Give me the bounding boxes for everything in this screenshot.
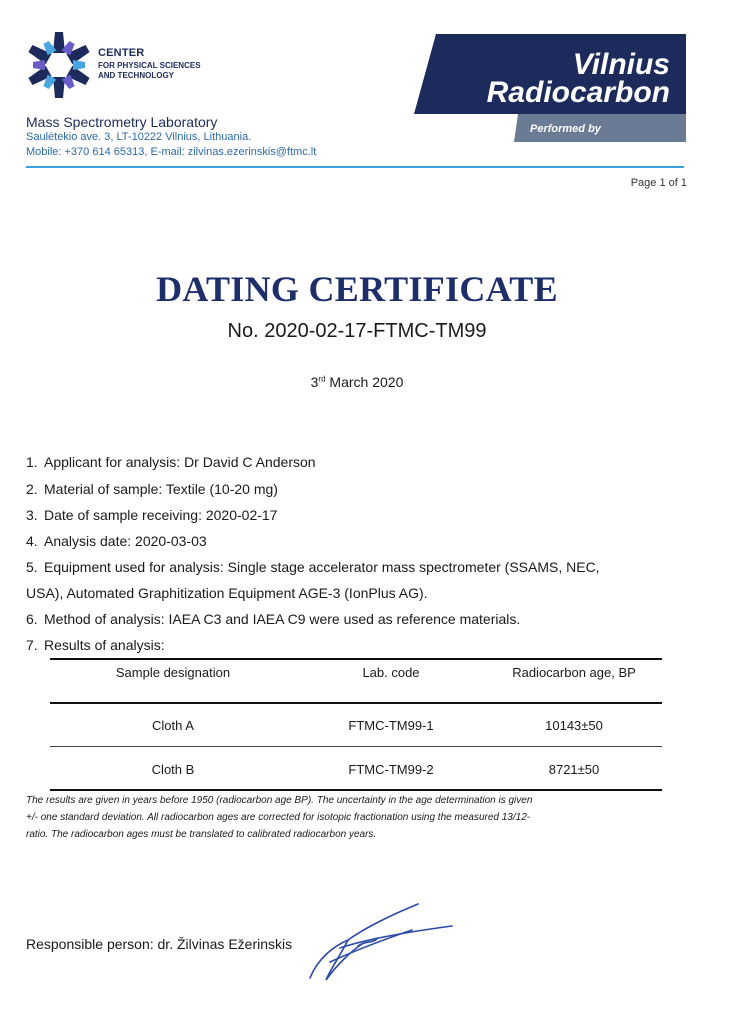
table-header-labcode: Lab. code xyxy=(362,665,420,680)
header-divider xyxy=(26,166,684,168)
table-cell-sample: Cloth A xyxy=(152,718,194,733)
table-top-rule xyxy=(50,658,662,660)
page-number: Page 1 of 1 xyxy=(630,177,687,189)
certificate-number: No. 2020-02-17-FTMC-TM99 xyxy=(227,320,487,342)
handwritten-signature-icon xyxy=(300,900,460,990)
brand-line-1: Vilnius xyxy=(572,48,670,81)
item-text: Applicant for analysis: Dr David C Anderson xyxy=(44,454,316,470)
certificate-date xyxy=(0,374,714,390)
lab-contact: Mobile: +370 614 65313, E-mail: zilvinas.ezerinskis@ftmc.lt xyxy=(26,146,317,158)
results-note-line-1: The results are given in years before 1950 (radiocarbon age BP). The uncertainty in the age determination is given xyxy=(26,795,533,806)
table-cell-labcode: FTMC-TM99-1 xyxy=(348,718,434,733)
lab-address: Saulėtekio ave. 3, LT-10222 Vilnius, Lithuania. xyxy=(26,131,252,143)
item-text: Date of sample receiving: 2020-02-17 xyxy=(44,507,278,523)
table-cell-age: 8721±50 xyxy=(548,762,600,777)
item-number: 7. xyxy=(26,637,38,653)
lab-name: Mass Spectrometry Laboratory xyxy=(26,114,218,130)
list-item xyxy=(26,611,520,627)
list-item xyxy=(26,507,277,523)
item-text: Equipment used for analysis: Single stage accelerator mass spectrometer (SSAMS, NEC, xyxy=(44,559,600,575)
item-number: 6. xyxy=(26,611,38,627)
responsible-person: Responsible person: dr. Žilvinas Ežerinskis xyxy=(26,936,293,952)
item-text: Analysis date: 2020-03-03 xyxy=(44,533,207,549)
list-item xyxy=(26,454,316,470)
center-subtitle-1: FOR PHYSICAL SCIENCES xyxy=(98,61,201,70)
center-subtitle-2: AND TECHNOLOGY xyxy=(98,71,174,80)
table-header-rule xyxy=(50,702,662,704)
date-suffix: rd xyxy=(318,374,326,384)
date-rest: March 2020 xyxy=(325,374,404,390)
table-header-age: Radiocarbon age, BP xyxy=(512,665,636,680)
item-text: Method of analysis: IAEA C3 and IAEA C9 were used as reference materials. xyxy=(44,611,521,627)
table-cell-labcode: FTMC-TM99-2 xyxy=(348,762,434,777)
table-header-sample: Sample designation xyxy=(115,665,231,680)
brand-line-2: Radiocarbon xyxy=(486,76,670,109)
item-number: 3. xyxy=(26,507,38,523)
list-item xyxy=(26,533,207,549)
list-item xyxy=(26,637,165,653)
brand-performed-by: Performed by xyxy=(530,123,601,135)
item-number: 1. xyxy=(26,454,38,470)
list-item xyxy=(26,481,278,497)
date-day: 3 xyxy=(310,374,319,390)
table-bottom-rule xyxy=(50,789,662,791)
table-row-rule xyxy=(50,746,662,747)
list-item xyxy=(26,559,600,575)
list-item-continuation: USA), Automated Graphitization Equipment AGE-3 (IonPlus AG). xyxy=(26,585,428,601)
ftmc-star-logo-icon xyxy=(24,30,94,100)
table-cell-age: 10143±50 xyxy=(545,718,603,733)
results-note-line-3: ratio. The radiocarbon ages must be translated to calibrated radiocarbon years. xyxy=(26,829,377,840)
center-title: CENTER xyxy=(98,47,145,59)
table-cell-sample: Cloth B xyxy=(151,762,195,777)
item-number: 2. xyxy=(26,481,38,497)
certificate-title: DATING CERTIFICATE xyxy=(156,269,558,309)
item-number: 5. xyxy=(26,559,38,575)
item-text: Results of analysis: xyxy=(44,637,165,653)
item-number: 4. xyxy=(26,533,38,549)
results-note-line-2: +/- one standard deviation. All radiocarbon ages are corrected for isotopic fractionation using the measured 13/12- xyxy=(26,812,531,823)
item-text: Material of sample: Textile (10-20 mg) xyxy=(44,481,278,497)
